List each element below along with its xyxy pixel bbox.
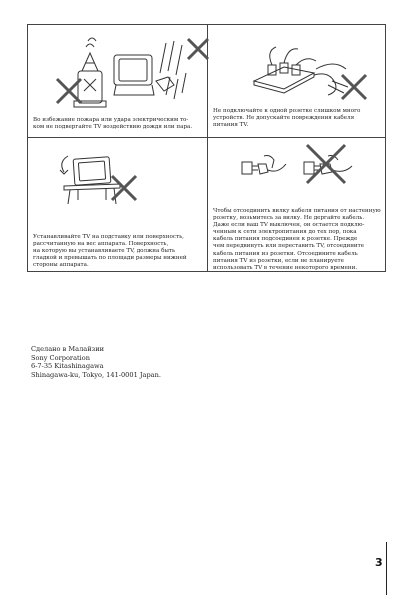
warning-cell-stand bbox=[28, 138, 207, 273]
made-in-line: Сделано в Малайзии bbox=[31, 345, 104, 353]
warning-text-rain: Во избежание пожара или удара электрическим то- ком не подвергайте TV воздействию дождя или пара. bbox=[33, 117, 193, 131]
warning-text-stand: Устанавливайте TV на подставку или поверхность, рассчитанную на вес аппарата. Поверхность, на которую вы устанавливаете TV, должна быть гладкой и превышать по площади размеры нижней стороны аппарата. bbox=[33, 234, 187, 269]
prohibited-cross-icon bbox=[110, 174, 138, 202]
prohibited-cross-icon bbox=[340, 73, 368, 101]
overloaded-outlet-illustration bbox=[244, 39, 354, 99]
prohibited-cross-icon bbox=[55, 77, 83, 105]
warning-text-unplug: Чтобы отсоединить вилку кабеля питания от настенную розетку, возьмитесь за вилку. Не дергайте кабель. Даже если ваш TV выключен, он остается подклю- ченным к сети электропитания до тех пор, пока кабель питания подсоединен к розетке. Прежде чем передвинуть или переставить TV, отсоедините кабель питания из розетки. Отсоедините кабель питания TV из розетки, если не планируете использовать TV в течение некоторого времени. bbox=[213, 208, 381, 271]
address-line-2: Shinagawa-ku, Tokyo, 141-0001 Japan. bbox=[31, 370, 161, 379]
warnings-grid bbox=[27, 24, 386, 272]
prohibited-cross-icon bbox=[304, 142, 348, 186]
manufacturer-address bbox=[31, 345, 161, 379]
page-number-divider bbox=[386, 542, 387, 595]
address-line-1: 6-7-35 Kitashinagawa bbox=[31, 362, 104, 371]
warning-cell-unplug bbox=[208, 138, 387, 273]
page-number: 3 bbox=[375, 556, 383, 569]
warning-cell-rain bbox=[28, 25, 207, 137]
prohibited-cross-icon bbox=[186, 37, 210, 61]
company-name: Sony Corporation bbox=[31, 353, 90, 362]
warning-cell-outlet bbox=[208, 25, 387, 137]
warning-text-outlet: Не подключайте к одной розетке слишком много устройств. Не допускайте повреждения кабеля питания TV. bbox=[213, 108, 361, 129]
